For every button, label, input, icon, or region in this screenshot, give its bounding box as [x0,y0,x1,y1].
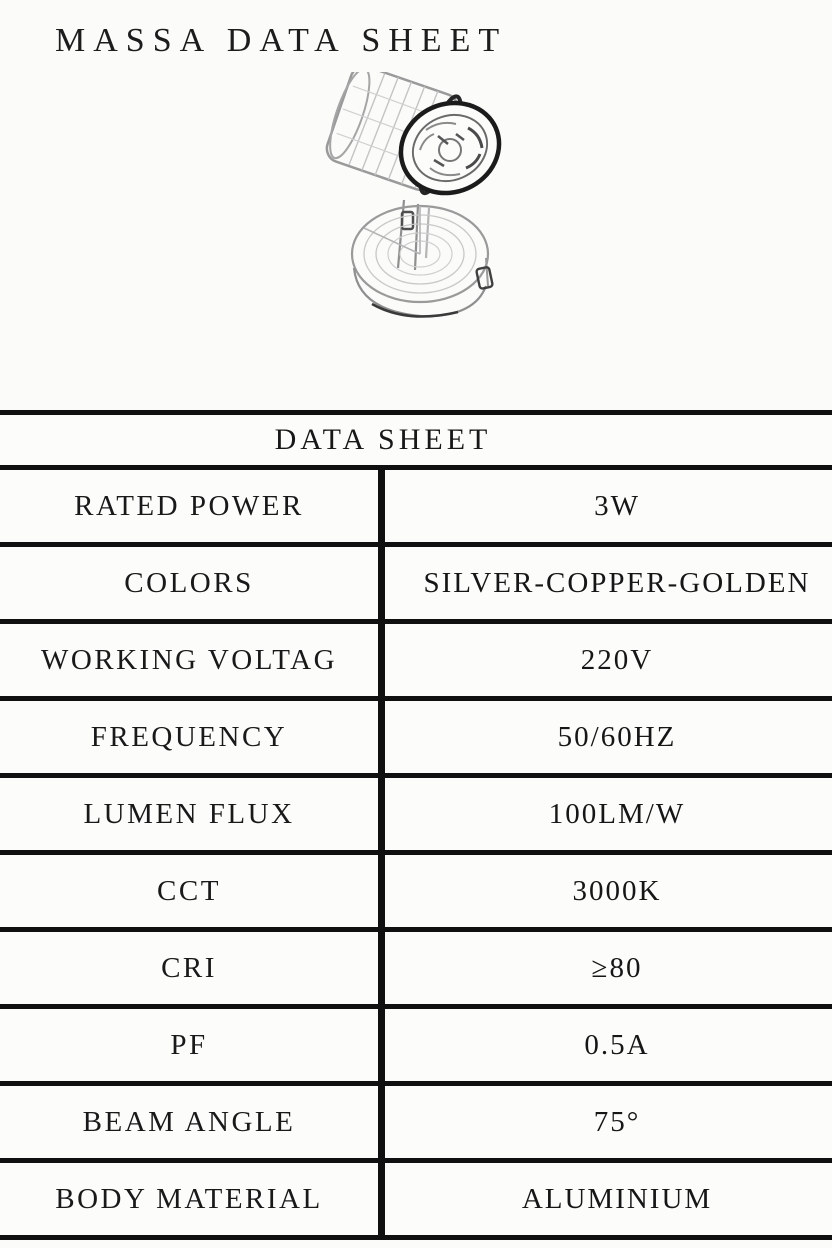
page-title: MASSA DATA SHEET [55,22,508,59]
table-row [0,470,832,547]
spec-value: ≥80 [378,932,832,1004]
spec-label: CCT [157,874,221,907]
lamp-base [352,206,493,317]
spec-value: 50/60HZ [378,701,832,773]
spec-value: 0.5A [378,1009,832,1081]
lamp-stem [398,200,429,270]
table-row [0,1009,832,1086]
spec-label: WORKING VOLTAG [40,643,338,676]
spotlight-sketch-icon [298,72,548,330]
table-row [0,932,832,1009]
spec-label: BEAM ANGLE [82,1105,296,1138]
table-row [0,1086,832,1163]
spec-label: FREQUENCY [90,720,288,753]
table-row [0,1163,832,1240]
spec-table-body [0,470,832,1240]
spec-label: CRI [161,951,217,984]
spec-table-header: DATA SHEET [0,415,832,470]
spec-value: 100LM/W [378,778,832,850]
spec-value: 75° [378,1086,832,1158]
spec-label: PF [170,1028,208,1061]
spec-value: 220V [378,624,832,696]
spec-label: COLORS [124,566,254,599]
spec-label: RATED POWER [74,489,304,522]
table-row [0,624,832,701]
table-row [0,701,832,778]
spec-label: BODY MATERIAL [55,1182,323,1215]
spec-value: 3W [378,470,832,542]
product-sketch-image [298,72,548,330]
spec-value: SILVER-COPPER-GOLDEN [378,547,832,619]
spec-table [0,410,832,1240]
spec-value: 3000K [378,855,832,927]
table-row [0,778,832,855]
table-row [0,855,832,932]
spec-value: ALUMINIUM [378,1163,832,1235]
table-row [0,547,832,624]
spec-label: LUMEN FLUX [83,797,295,830]
